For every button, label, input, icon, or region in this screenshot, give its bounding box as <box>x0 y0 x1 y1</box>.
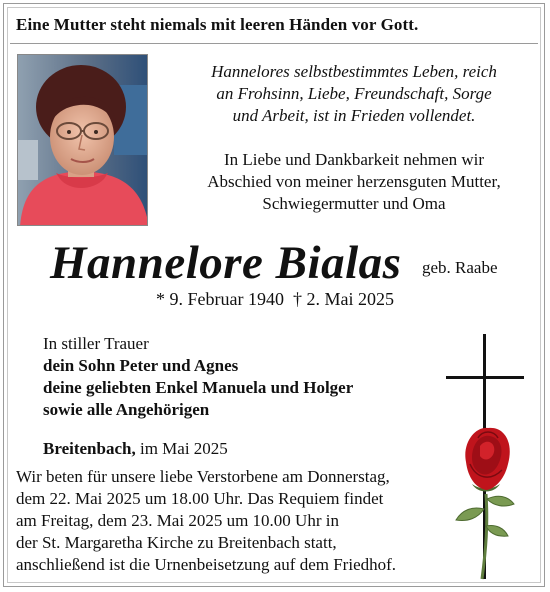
farewell-text <box>164 149 544 215</box>
motto-heading: Eine Mutter steht niemals mit leeren Händen vor Gott. <box>16 15 419 34</box>
rose-icon <box>456 428 514 579</box>
service-text <box>16 466 446 576</box>
portrait-image <box>18 55 148 226</box>
quote-line: Hannelores selbstbestimmtes Leben, reich <box>211 62 497 81</box>
life-dates: * 9. Februar 1940 † 2. Mai 2025 <box>156 289 394 309</box>
farewell-line: Schwiegermutter und Oma <box>262 194 446 213</box>
quote-text <box>164 61 544 127</box>
service-line: Wir beten für unsere liebe Verstorbene am Donnerstag, <box>16 467 390 486</box>
mourner-line: deine geliebten Enkel Manuela und Holger <box>43 378 354 397</box>
farewell-line: Abschied von meiner herzensguten Mutter, <box>207 172 501 191</box>
service-line: anschließend ist die Urnenbeisetzung auf dem Friedhof. <box>16 555 397 574</box>
obituary-notice <box>3 3 545 587</box>
maiden-name: geb. Raabe <box>422 258 498 277</box>
divider-line <box>10 43 538 44</box>
quote-line: an Frohsinn, Liebe, Freundschaft, Sorge <box>216 84 492 103</box>
portrait-photo <box>17 54 148 226</box>
place-date-text: im Mai 2025 <box>135 439 228 458</box>
mourners-block <box>43 333 353 421</box>
cross-rose-graphic <box>442 334 532 584</box>
place-town: Breitenbach, <box>43 439 136 458</box>
service-line: der St. Margaretha Kirche zu Breitenbach statt, <box>16 533 337 552</box>
service-line: am Freitag, dem 23. Mai 2025 um 10.00 Uhr in <box>16 511 339 530</box>
place-date <box>43 439 228 459</box>
deceased-name: Hannelore Bialas <box>50 237 402 289</box>
mourners-intro: In stiller Trauer <box>43 334 149 353</box>
farewell-line: In Liebe und Dankbarkeit nehmen wir <box>223 150 485 169</box>
mourner-line: sowie alle Angehörigen <box>43 400 210 419</box>
service-line: dem 22. Mai 2025 um 18.00 Uhr. Das Requiem findet <box>16 489 384 508</box>
mourner-line: dein Sohn Peter und Agnes <box>43 356 239 375</box>
quote-line: und Arbeit, ist in Frieden vollendet. <box>232 106 476 125</box>
